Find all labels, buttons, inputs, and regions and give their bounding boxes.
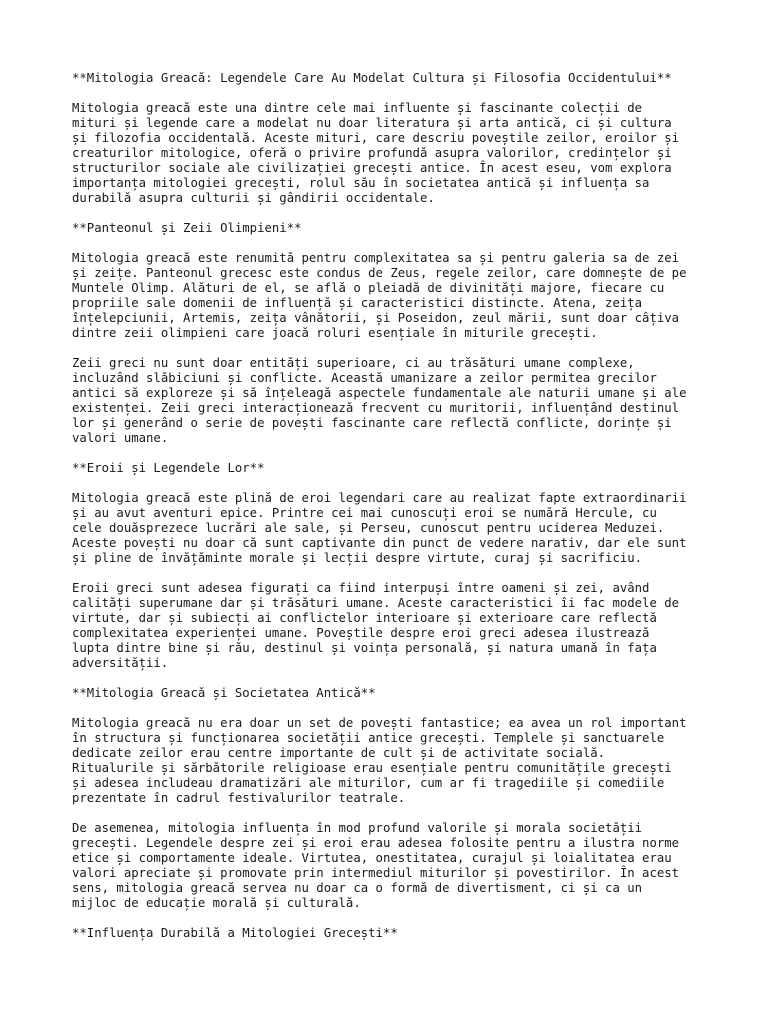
paragraph-line: De asemenea, mitologia influența în mod profund valorile și morala societății: [72, 821, 643, 835]
paragraph-line: mijloc de educație morală și culturală.: [72, 896, 361, 910]
paragraph-line: valori umane.: [72, 431, 169, 445]
paragraph: [72, 821, 712, 911]
paragraph-line: structurilor sociale ale civilizației grecești antice. În acest eseu, vom explora: [72, 161, 672, 175]
paragraph-line: virtute, dar și subiecți ai conflictelor interioare și exterioare care reflectă: [72, 611, 657, 625]
paragraph-gap: [72, 446, 712, 461]
paragraph-line: și zeițe. Panteonul grecesc este condus de Zeus, regele zeilor, care domnește de pe: [72, 266, 687, 280]
section-heading: **Mitologia Greacă și Societatea Antică**: [72, 686, 376, 700]
section-heading: **Eroii și Legendele Lor**: [72, 461, 265, 475]
paragraph-gap: [72, 476, 712, 491]
paragraph-gap: [72, 566, 712, 581]
paragraph-line: Mitologia greacă este renumită pentru complexitatea sa și pentru galeria sa de zei: [72, 251, 680, 265]
paragraph-line: durabilă asupra culturii și gândirii occidentale.: [72, 191, 435, 205]
paragraph-line: existenței. Zeii greci interacționează frecvent cu muritorii, influențând destinul: [72, 401, 680, 415]
paragraph-line: complexitatea experienței umane. Poveștile despre eroi greci adesea ilustrează: [72, 626, 650, 640]
paragraph-line: grecești. Legendele despre zei și eroi erau adesea folosite pentru a ilustra norme: [72, 836, 680, 850]
paragraph-gap: [72, 341, 712, 356]
paragraph-line: și au avut aventuri epice. Printre cei mai cunoscuți eroi se numără Hercule, cu: [72, 506, 657, 520]
paragraph-line: adversității.: [72, 656, 169, 670]
paragraph-line: importanța mitologiei grecești, rolul său în societatea antică și influența sa: [72, 176, 650, 190]
paragraph-line: cele douăsprezece lucrări ale sale, și Perseu, cunoscut pentru uciderea Meduzei.: [72, 521, 665, 535]
paragraph-line: Mitologia greacă este plină de eroi legendari care au realizat fapte extraordinarii: [72, 491, 687, 505]
paragraph-gap: [72, 206, 712, 221]
paragraph-line: creaturilor mitologice, oferă o privire profundă asupra valorilor, credințelor și: [72, 146, 672, 160]
paragraph-line: înțelepciunii, Artemis, zeița vânătorii, și Poseidon, zeul mării, sunt doar câțiva: [72, 311, 680, 325]
paragraph-line: mituri și legende care a modelat nu doar literatura și arta antică, ci și cultura: [72, 116, 672, 130]
paragraph-line: antici să exploreze și să înțeleagă aspectele fundamentale ale naturii umane și ale: [72, 386, 687, 400]
paragraph: [72, 581, 712, 671]
paragraph-line: dedicate zeilor erau centre importante de cult și de activitate socială.: [72, 746, 606, 760]
paragraph-line: și pline de învățăminte morale și lecții despre virtute, curaj și sacrificiu.: [72, 551, 643, 565]
paragraph-line: Eroii greci sunt adesea figurați ca fiind interpuși între oameni și zei, având: [72, 581, 650, 595]
paragraph-line: etice și comportamente ideale. Virtutea, onestitatea, curajul și loialitatea erau: [72, 851, 672, 865]
paragraph-line: Zeii greci nu sunt doar entități superioare, ci au trăsături umane complexe,: [72, 356, 635, 370]
paragraph-line: prezentate în cadrul festivalurilor teatrale.: [72, 791, 406, 805]
paragraph: [72, 716, 712, 806]
paragraph-line: calități superumane dar și trăsături umane. Aceste caracteristici îi fac modele de: [72, 596, 680, 610]
paragraph-gap: [72, 701, 712, 716]
paragraph-line: valori apreciate și promovate prin intermediul miturilor și povestirilor. În acest: [72, 866, 680, 880]
section-heading: **Influența Durabilă a Mitologiei Grecești**: [72, 926, 398, 940]
paragraph-line: în structura și funcționarea societății antice grecești. Templele și sanctuarele: [72, 731, 665, 745]
paragraph-line: lor și generând o serie de povești fascinante care reflectă conflicte, dorințe și: [72, 416, 672, 430]
document-title: **Mitologia Greacă: Legendele Care Au Modelat Cultura și Filosofia Occidentului**: [72, 71, 672, 85]
paragraph-line: Muntele Olimp. Alături de el, se află o pleiadă de divinități majore, fiecare cu: [72, 281, 665, 295]
paragraph: [72, 491, 712, 566]
paragraph-line: lupta dintre bine și rău, destinul și voința personală, și natura umană în fața: [72, 641, 657, 655]
paragraph-line: sens, mitologia greacă servea nu doar ca o formă de divertisment, ci și ca un: [72, 881, 643, 895]
paragraph-gap: [72, 911, 712, 926]
paragraph-line: și adesea includeau dramatizări ale miturilor, cum ar fi tragediile și comediile: [72, 776, 665, 790]
paragraph-line: dintre zeii olimpieni care joacă roluri esențiale în miturile grecești.: [72, 326, 598, 340]
paragraph-gap: [72, 236, 712, 251]
paragraph-gap: [72, 86, 712, 101]
section-heading: **Panteonul și Zeii Olimpieni**: [72, 221, 302, 235]
paragraph-gap: [72, 806, 712, 821]
paragraph: [72, 356, 712, 446]
paragraph-line: incluzând slăbiciuni și conflicte. Această umanizare a zeilor permitea grecilor: [72, 371, 657, 385]
paragraph-line: Ritualurile și sărbătorile religioase erau esențiale pentru comunitățile grecești: [72, 761, 672, 775]
paragraph: [72, 101, 712, 206]
paragraph-line: Mitologia greacă nu era doar un set de povești fantastice; ea avea un rol important: [72, 716, 687, 730]
paragraph-line: Mitologia greacă este una dintre cele mai influente și fascinante colecții de: [72, 101, 643, 115]
paragraph-gap: [72, 671, 712, 686]
paragraph-line: Aceste povești nu doar că sunt captivante din punct de vedere narativ, dar ele sunt: [72, 536, 687, 550]
paragraph: [72, 251, 712, 341]
paragraph-gap: [72, 941, 712, 956]
document-body: [72, 71, 712, 956]
paragraph-line: și filozofia occidentală. Aceste mituri, care descriu poveștile zeilor, eroilor și: [72, 131, 680, 145]
paragraph-line: propriile sale domenii de influență și caracteristici distincte. Atena, zeița: [72, 296, 643, 310]
